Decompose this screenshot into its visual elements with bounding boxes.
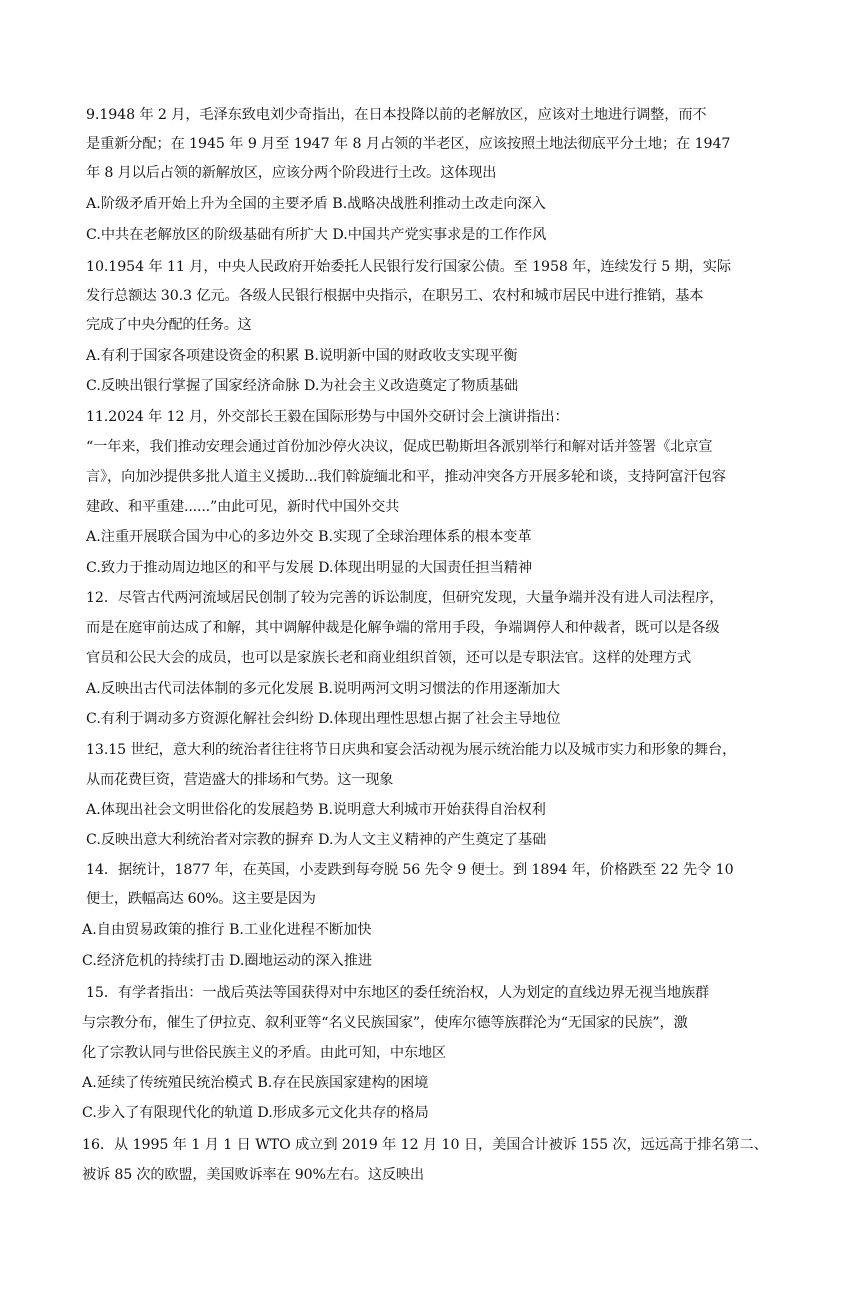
question-text-line: 11.2024 年 12 月，外交部长王毅在国际形势与中国外交研讨会上演讲指出： (86, 409, 569, 425)
question-text-line: 完成了中央分配的任务。这 (86, 317, 252, 333)
question-text-line: 而是在庭审前达成了和解，其中调解仲裁是化解争端的常用手段，争端调停人和仲裁者，既可以是各级 (86, 620, 720, 636)
question-text-line: “一年来，我们推动安理会通过首份加沙停火决议，促成巴勒斯坦各派别举行和解对话并签署《北京宣 (86, 439, 713, 455)
question-text-line: 与宗教分布，催生了伊拉克、叙利亚等“名义民族国家”，使库尔德等族群沦为“无国家的民族”，激 (82, 1015, 688, 1031)
question-text-line: 9.1948 年 2 月，毛泽东致电刘少奇指出，在日本投降以前的老解放区，应该对土地进行调整，而不 (86, 107, 707, 123)
question-text-line: 被诉 85 次的欧盟，美国败诉率在 90%左右。这反映出 (82, 1167, 424, 1183)
answer-options-line: C.中共在老解放区的阶级基础有所扩大 D.中国共产党实事求是的工作作风 (86, 227, 547, 243)
question-text-line: 从而花费巨资，营造盛大的排场和气势。这一现象 (86, 772, 394, 788)
answer-options-line: A.自由贸易政策的推行 B.工业化进程不断加快 (82, 922, 372, 938)
answer-options-line: C.反映出意大利统治者对宗教的摒弃 D.为人文主义精神的产生奠定了基础 (86, 832, 547, 848)
question-text-line: 年 8 月以后占领的新解放区，应该分两个阶段进行土改。这体现出 (86, 165, 497, 181)
answer-options-line: A.延续了传统殖民统治模式 B.存在民族国家建构的困境 (82, 1075, 429, 1091)
question-text-line: 12．尽管古代两河流域居民创制了较为完善的诉讼制度，但研究发现，大量争端并没有进人司法程序， (86, 590, 724, 606)
question-text-line: 13.15 世纪，意大利的统治者往往将节日庆典和宴会活动视为展示统治能力以及城市实力和形象的舞台， (86, 742, 737, 758)
answer-options-line: C.步入了有限现代化的轨道 D.形成多元文化共存的格局 (82, 1105, 429, 1121)
question-text-line: 建政、和平重建......”由此可见，新时代中国外交共 (86, 499, 400, 515)
question-text-line: 16．从 1995 年 1 月 1 日 WTO 成立到 2019 年 12 月 10 日，美国合计被诉 155 次，远远高于排名第二、 (82, 1137, 768, 1153)
question-text-line: 官员和公民大会的成员，也可以是家族长老和商业组织首领，还可以是专职法官。这样的处理方式 (86, 650, 692, 666)
question-text-line: 14．据统计，1877 年，在英国，小麦跌到每夸脱 56 先令 9 便士。到 1894 年，价格跌至 22 先令 10 (86, 862, 734, 878)
question-text-line: 发行总额达 30.3 亿元。各级人民银行根据中央指示，在职另工、农村和城市居民中进行推销，基本 (86, 288, 704, 304)
answer-options-line: C.经济危机的持续打击 D.圈地运动的深入推进 (82, 953, 373, 969)
answer-options-line: C.反映出银行掌握了国家经济命脉 D.为社会主义改造奠定了物质基础 (86, 378, 518, 394)
answer-options-line: A.注重开展联合国为中心的多边外交 B.实现了全球治理体系的根本变革 (86, 529, 532, 545)
answer-options-line: C.致力于推动周边地区的和平与发展 D.体现出明显的大国责任担当精神 (86, 560, 533, 576)
answer-options-line: C.有利于调动多方资源化解社会纠纷 D.体现出理性思想占据了社会主导地位 (86, 711, 561, 727)
question-text-line: 是重新分配；在 1945 年 9 月至 1947 年 8 月占领的半老区，应该按照土地法彻底平分土地；在 1947 (86, 136, 731, 152)
question-text-line: 10.1954 年 11 月，中央人民政府开始委托人民银行发行国家公债。至 1958 年，连续发行 5 期，实际 (86, 259, 732, 275)
question-text-line: 化了宗教认同与世俗民族主义的矛盾。由此可知，中东地区 (82, 1045, 446, 1061)
answer-options-line: A.有利于国家各项建设资金的积累 B.说明新中国的财政收支实现平衡 (86, 348, 518, 364)
question-text-line: 言》，向加沙提供多批人道主义援助...我们斡旋缅北和平，推动冲突各方开展多轮和谈，支持阿富汗包容 (86, 469, 726, 485)
answer-options-line: A.反映出古代司法体制的多元化发展 B.说明两河文明习惯法的作用逐渐加大 (86, 681, 561, 697)
answer-options-line: A.阶级矛盾开始上升为全国的主要矛盾 B.战略决战胜利推动土改走向深入 (86, 196, 546, 212)
answer-options-line: A.体现出社会文明世俗化的发展趋势 B.说明意大利城市开始获得自治权利 (86, 802, 546, 818)
question-text-line: 便士，跌幅高达 60%。这主要是因为 (86, 891, 316, 907)
question-text-line: 15．有学者指出：一战后英法等国获得对中东地区的委任统治权，人为划定的直线边界无视当地族群 (86, 985, 710, 1001)
